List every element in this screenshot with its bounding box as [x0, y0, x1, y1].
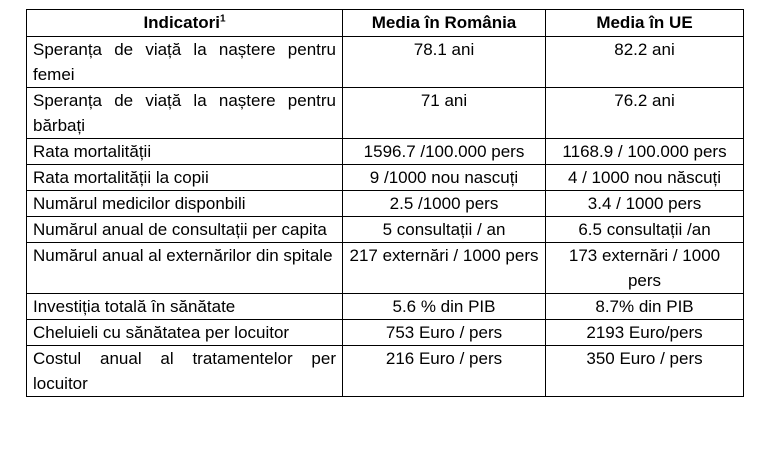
table-row	[27, 346, 744, 397]
romania-value-cell: 9 /1000 nou nascuți	[343, 165, 546, 191]
health-indicators-table	[26, 9, 744, 397]
eu-value-cell: 2193 Euro/pers	[546, 320, 744, 346]
romania-value-cell: 753 Euro / pers	[343, 320, 546, 346]
romania-value-cell: 216 Euro / pers	[343, 346, 546, 397]
table-row	[27, 139, 744, 165]
indicator-cell: Speranța de viață la naștere pentru bărbați	[27, 88, 343, 139]
romania-value-cell: 78.1 ani	[343, 37, 546, 88]
eu-value-cell: 350 Euro / pers	[546, 346, 744, 397]
eu-value-cell: 173 externări / 1000 pers	[546, 243, 744, 294]
romania-value-cell: 5 consultații / an	[343, 217, 546, 243]
table-row	[27, 243, 744, 294]
eu-value-cell: 6.5 consultații /an	[546, 217, 744, 243]
header-footnote-marker: 1	[219, 13, 226, 25]
romania-value-cell: 1596.7 /100.000 pers	[343, 139, 546, 165]
indicator-cell: Numărul anual de consultații per capita	[27, 217, 343, 243]
indicator-cell: Rata mortalității	[27, 139, 343, 165]
eu-value-cell: 8.7% din PIB	[546, 294, 744, 320]
table-row	[27, 37, 744, 88]
header-romania: Media în România	[343, 10, 546, 37]
romania-value-cell: 5.6 % din PIB	[343, 294, 546, 320]
header-eu: Media în UE	[546, 10, 744, 37]
indicator-cell: Numărul anual al externărilor din spitale	[27, 243, 343, 294]
indicator-cell: Rata mortalității la copii	[27, 165, 343, 191]
table-row	[27, 165, 744, 191]
eu-value-cell: 82.2 ani	[546, 37, 744, 88]
table-row	[27, 191, 744, 217]
indicator-cell: Numărul medicilor disponbili	[27, 191, 343, 217]
romania-value-cell: 2.5 /1000 pers	[343, 191, 546, 217]
header-indicator	[27, 10, 343, 37]
eu-value-cell: 3.4 / 1000 pers	[546, 191, 744, 217]
romania-value-cell: 71 ani	[343, 88, 546, 139]
eu-value-cell: 76.2 ani	[546, 88, 744, 139]
indicator-cell: Costul anual al tratamentelor per locuitor	[27, 346, 343, 397]
indicator-cell: Cheluieli cu sănătatea per locuitor	[27, 320, 343, 346]
romania-value-cell: 217 externări / 1000 pers	[343, 243, 546, 294]
indicator-cell: Speranța de viață la naștere pentru femei	[27, 37, 343, 88]
eu-value-cell: 1168.9 / 100.000 pers	[546, 139, 744, 165]
indicator-cell: Investiția totală în sănătate	[27, 294, 343, 320]
table-row	[27, 88, 744, 139]
table-row	[27, 217, 744, 243]
table-row	[27, 320, 744, 346]
header-row	[27, 10, 744, 37]
eu-value-cell: 4 / 1000 nou născuți	[546, 165, 744, 191]
header-indicator-label: Indicatori	[143, 13, 220, 32]
table-row	[27, 294, 744, 320]
